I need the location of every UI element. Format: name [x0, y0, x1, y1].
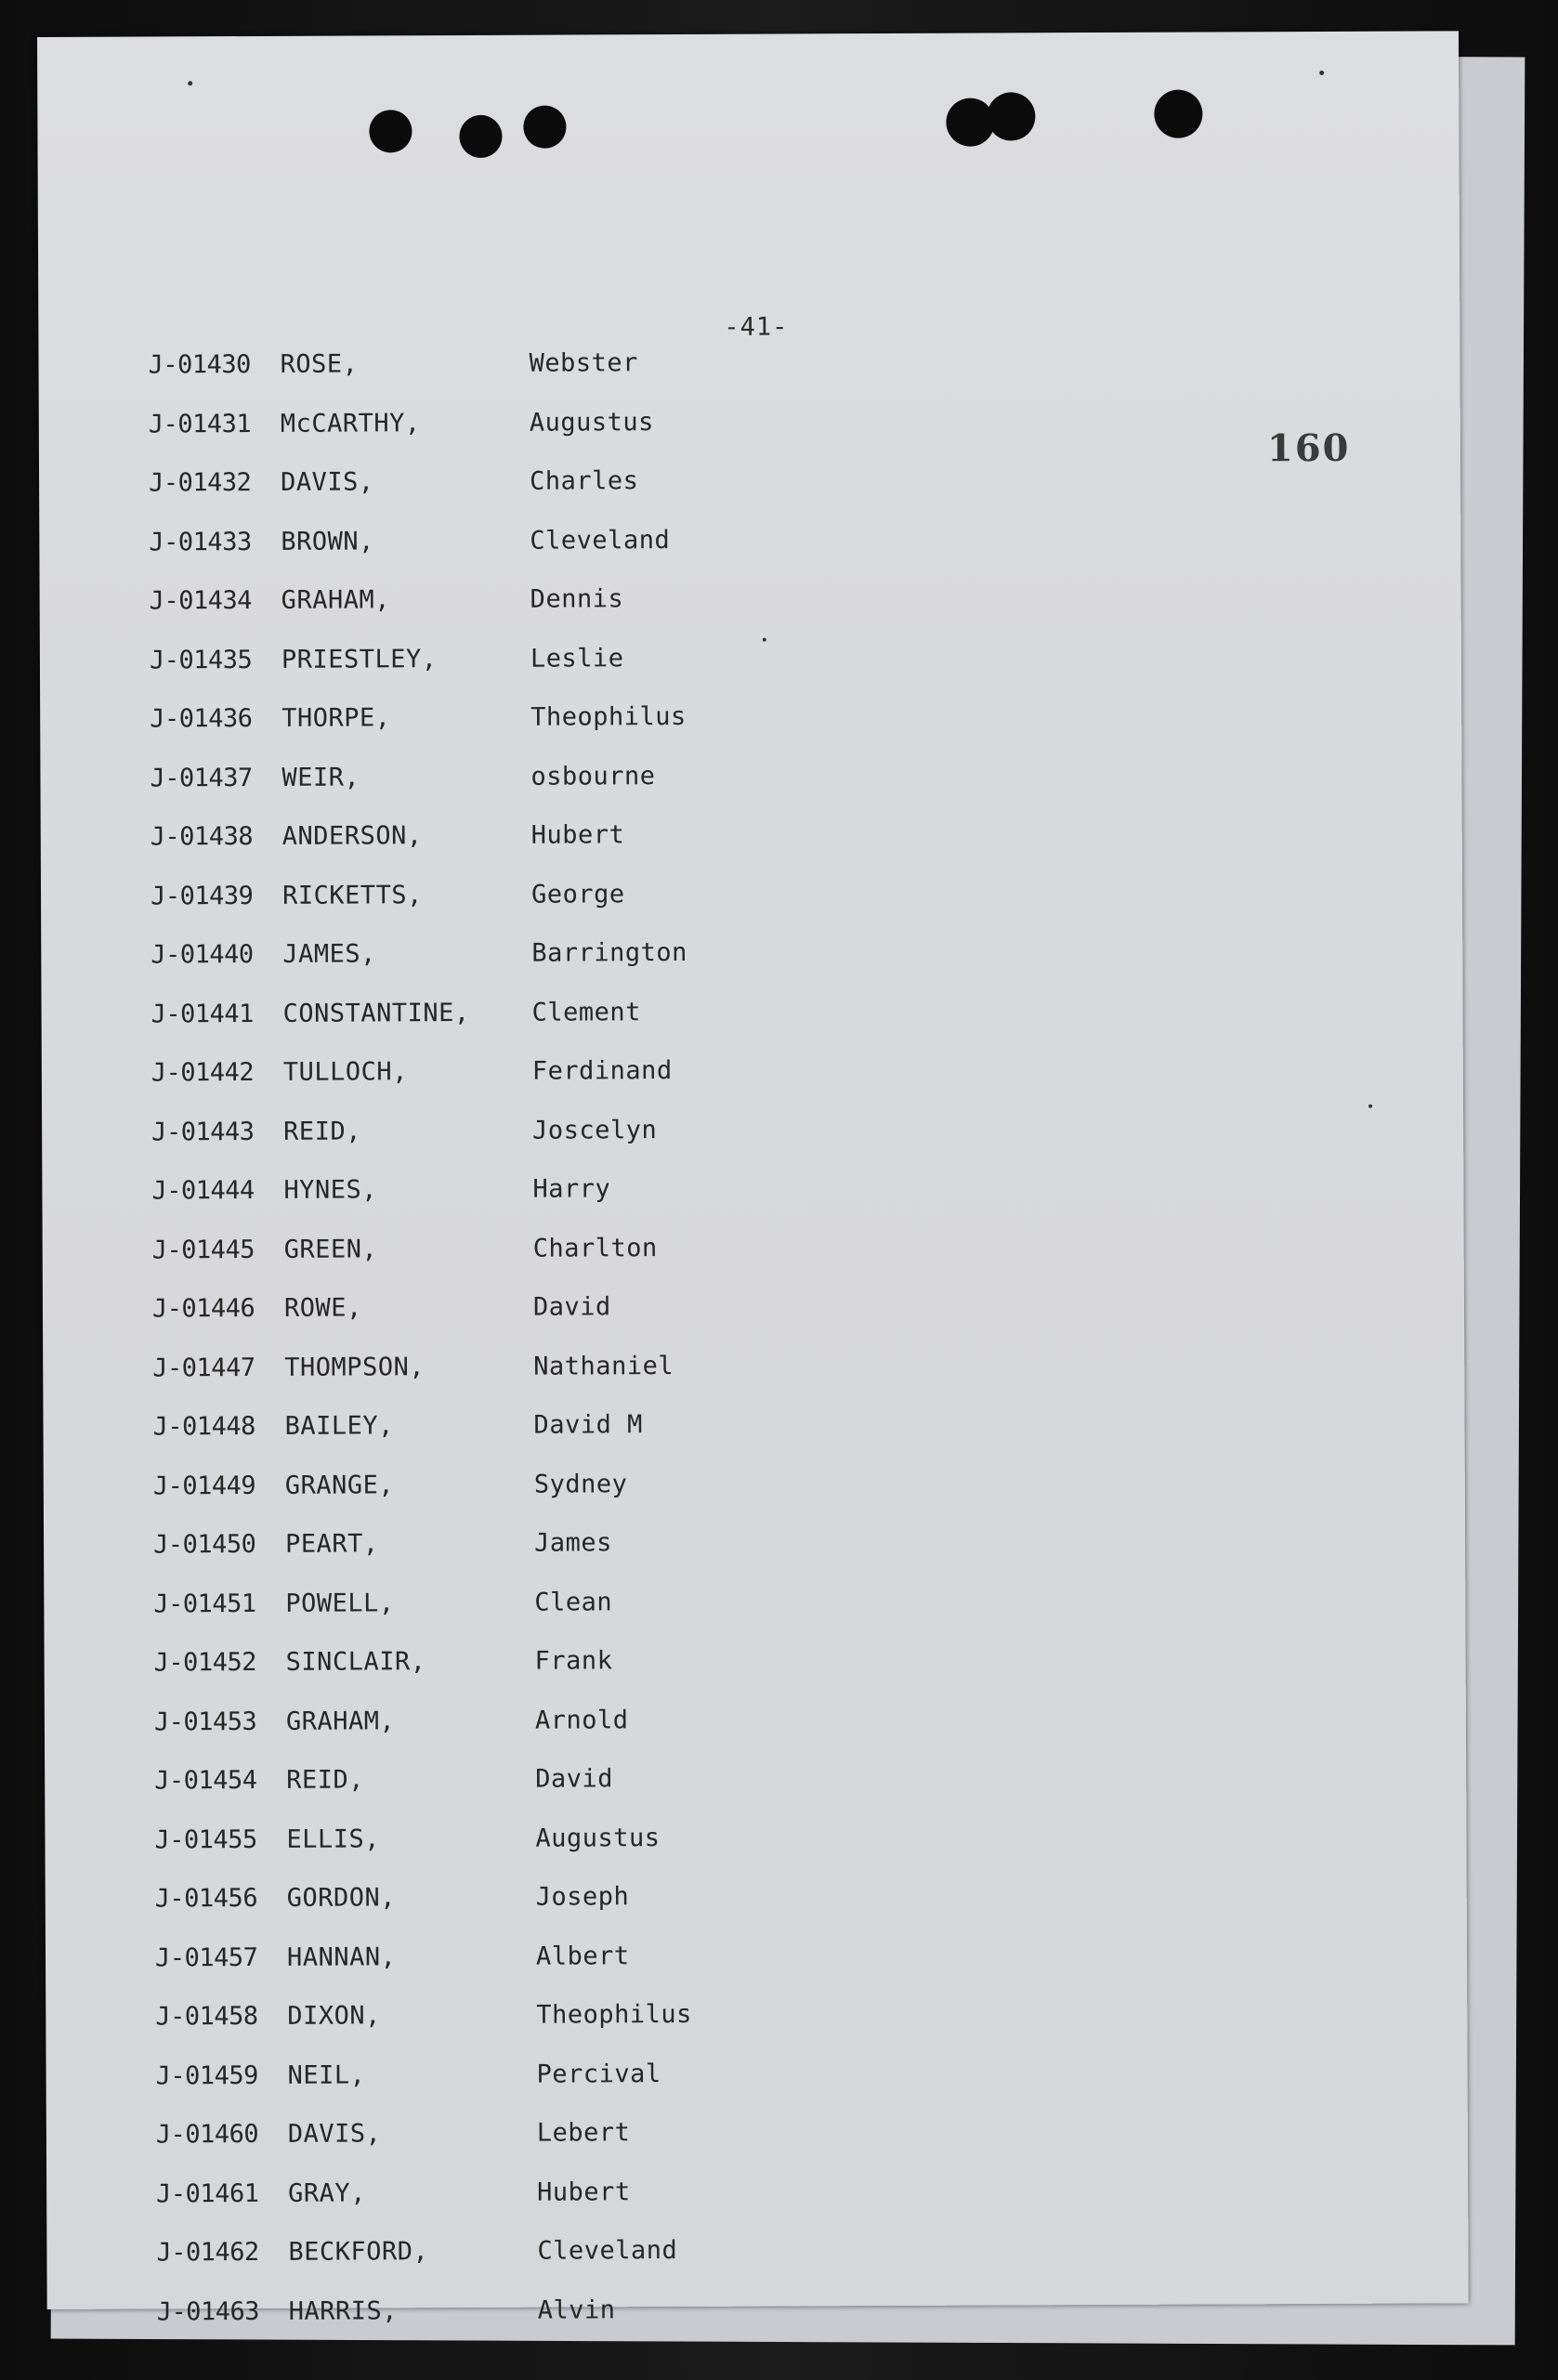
register-id: J-01452 [153, 1647, 257, 1678]
register-row [150, 761, 687, 822]
register-surname: REID, [286, 1765, 365, 1795]
register-id: J-01453 [153, 1707, 257, 1736]
register-given-name: Augustus [535, 1823, 661, 1853]
register-id: J-01462 [156, 2237, 259, 2268]
register-given-name: Sydney [533, 1469, 628, 1499]
register-surname: McCARTHY, [280, 408, 421, 438]
register-given-name: David [535, 1764, 614, 1794]
register-id: J-01446 [151, 1293, 255, 1324]
register-id: J-01435 [149, 645, 253, 674]
register-surname: NEIL, [287, 2060, 366, 2090]
register-row [155, 1882, 692, 1943]
register-given-name: Hubert [537, 2177, 631, 2207]
register-given-name: Barrington [531, 937, 687, 968]
register-given-name: Lebert [536, 2118, 631, 2148]
register-row [154, 1764, 691, 1825]
punch-hole [369, 110, 412, 152]
ink-speck [1319, 71, 1324, 75]
register-given-name: Charles [530, 466, 639, 496]
register-row [152, 1351, 689, 1412]
register-surname: BROWN, [281, 526, 374, 556]
register-id: J-01449 [152, 1471, 256, 1500]
register-row [153, 1528, 690, 1589]
register-surname: CONSTANTINE, [282, 998, 470, 1028]
register-row [150, 584, 687, 646]
register-surname: GRANGE, [284, 1470, 395, 1500]
register-surname: HARRIS, [288, 2295, 399, 2326]
register-given-name: George [530, 879, 625, 909]
register-given-name: Frank [534, 1646, 613, 1676]
register-row [154, 1646, 691, 1707]
register-given-name: Webster [529, 348, 638, 378]
register-given-name: Harry [532, 1174, 611, 1204]
register-id: J-01439 [150, 881, 254, 910]
register-given-name: Clean [534, 1587, 613, 1617]
register-id: J-01450 [153, 1529, 256, 1560]
register-row [155, 2000, 692, 2061]
register-list [148, 348, 693, 2356]
punch-hole [459, 115, 502, 158]
ink-speck [1368, 1105, 1372, 1108]
register-id: J-01443 [151, 1117, 255, 1146]
register-id: J-01461 [156, 2178, 259, 2208]
register-id: J-01460 [155, 2119, 259, 2150]
register-id: J-01463 [156, 2296, 260, 2326]
register-row [151, 997, 688, 1058]
ink-speck [188, 81, 192, 85]
register-row [153, 1469, 690, 1530]
register-surname: GRAY, [288, 2177, 366, 2208]
register-id: J-01457 [154, 1942, 258, 1972]
register-given-name: Alvin [537, 2295, 616, 2325]
register-row [151, 879, 687, 940]
register-given-name: David [532, 1292, 611, 1322]
register-surname: ROSE, [280, 349, 359, 379]
register-given-name: Cleveland [530, 525, 671, 556]
register-id: J-01444 [151, 1175, 255, 1206]
register-given-name: Nathaniel [533, 1351, 674, 1381]
register-surname: ROWE, [283, 1293, 362, 1323]
register-given-name: Hubert [530, 820, 625, 850]
register-row [154, 1705, 691, 1766]
register-row [151, 820, 687, 882]
page-number: -41- [724, 312, 789, 342]
register-surname: THORPE, [281, 703, 391, 733]
register-given-name: Ferdinand [531, 1056, 673, 1086]
register-surname: ELLIS, [286, 1824, 381, 1854]
register-row [152, 1233, 689, 1294]
register-row [150, 643, 687, 704]
register-given-name: Dennis [530, 584, 624, 614]
punch-hole [987, 92, 1035, 140]
register-id: J-01441 [151, 999, 254, 1028]
register-row [154, 1823, 691, 1884]
register-id: J-01440 [151, 939, 254, 970]
register-given-name: Arnold [534, 1705, 629, 1735]
register-id: J-01454 [154, 1765, 257, 1796]
register-id: J-01430 [148, 350, 251, 380]
register-row [151, 938, 687, 1000]
register-id: J-01436 [150, 703, 253, 734]
register-row [149, 525, 686, 586]
register-surname: ANDERSON, [281, 821, 423, 851]
register-row [156, 2177, 693, 2238]
register-id: J-01442 [151, 1057, 255, 1088]
register-id: J-01459 [155, 2060, 258, 2090]
stamped-folio-number: 160 [1266, 425, 1351, 471]
register-row [148, 348, 685, 410]
register-row [157, 2295, 694, 2356]
register-row [149, 466, 686, 528]
register-surname: JAMES, [282, 939, 376, 969]
register-given-name: Augustus [529, 407, 654, 438]
register-row [151, 1056, 688, 1118]
register-row [156, 2059, 693, 2120]
register-surname: GORDON, [286, 1883, 397, 1913]
document-page [37, 31, 1469, 2326]
register-id: J-01456 [154, 1883, 258, 1914]
register-surname: POWELL, [285, 1588, 395, 1618]
register-surname: REID, [283, 1116, 361, 1146]
register-surname: HYNES, [283, 1175, 378, 1205]
register-row [156, 2118, 693, 2179]
register-surname: GRAHAM, [281, 585, 391, 615]
register-row [155, 1941, 692, 2002]
register-row [150, 702, 687, 764]
register-surname: WEIR, [281, 762, 360, 792]
register-given-name: Theophilus [536, 1999, 692, 2030]
register-given-name: Cleveland [537, 2236, 678, 2266]
register-id: J-01437 [150, 763, 253, 792]
register-id: J-01438 [150, 821, 254, 852]
register-surname: THOMPSON, [284, 1352, 426, 1382]
register-given-name: David M [533, 1410, 643, 1440]
register-surname: RICKETTS, [281, 880, 423, 910]
register-surname: BECKFORD, [288, 2237, 429, 2267]
register-id: J-01447 [152, 1353, 255, 1382]
register-given-name: osbourne [530, 761, 656, 791]
register-id: J-01448 [152, 1411, 255, 1442]
register-surname: GRAHAM, [285, 1706, 396, 1736]
register-id: J-01455 [154, 1824, 257, 1854]
register-id: J-01432 [149, 467, 252, 498]
register-given-name: Theophilus [530, 701, 687, 732]
register-row [153, 1587, 690, 1648]
register-surname: PEART, [285, 1529, 379, 1559]
register-row [152, 1410, 689, 1471]
register-id: J-01431 [148, 409, 252, 438]
register-surname: DAVIS, [281, 467, 374, 497]
register-row [151, 1174, 688, 1236]
register-row [156, 2236, 693, 2297]
register-row [152, 1292, 689, 1353]
register-id: J-01434 [149, 585, 253, 616]
register-row [151, 1115, 688, 1176]
register-id: J-01445 [151, 1235, 255, 1264]
register-row [149, 407, 686, 468]
register-given-name: Leslie [530, 643, 624, 673]
register-surname: GREEN, [283, 1234, 378, 1264]
register-surname: TULLOCH, [282, 1057, 408, 1087]
register-given-name: Albert [535, 1941, 630, 1971]
register-given-name: Joscelyn [532, 1115, 658, 1145]
register-surname: SINCLAIR, [285, 1647, 426, 1677]
register-surname: DIXON, [287, 2001, 381, 2031]
register-given-name: James [534, 1528, 612, 1558]
register-id: J-01458 [155, 2001, 258, 2032]
punch-hole [523, 106, 566, 149]
register-given-name: Joseph [535, 1882, 630, 1912]
register-surname: BAILEY, [284, 1411, 394, 1441]
register-id: J-01433 [149, 527, 252, 556]
register-surname: PRIESTLEY, [281, 644, 438, 674]
register-id: J-01451 [153, 1589, 256, 1618]
register-given-name: Clement [531, 997, 641, 1027]
register-surname: HANNAN, [286, 1942, 397, 1972]
register-given-name: Percival [536, 2059, 661, 2089]
punch-hole [1154, 90, 1202, 138]
register-surname: DAVIS, [287, 2119, 382, 2149]
register-given-name: Charlton [532, 1233, 658, 1263]
ink-speck [763, 638, 766, 642]
